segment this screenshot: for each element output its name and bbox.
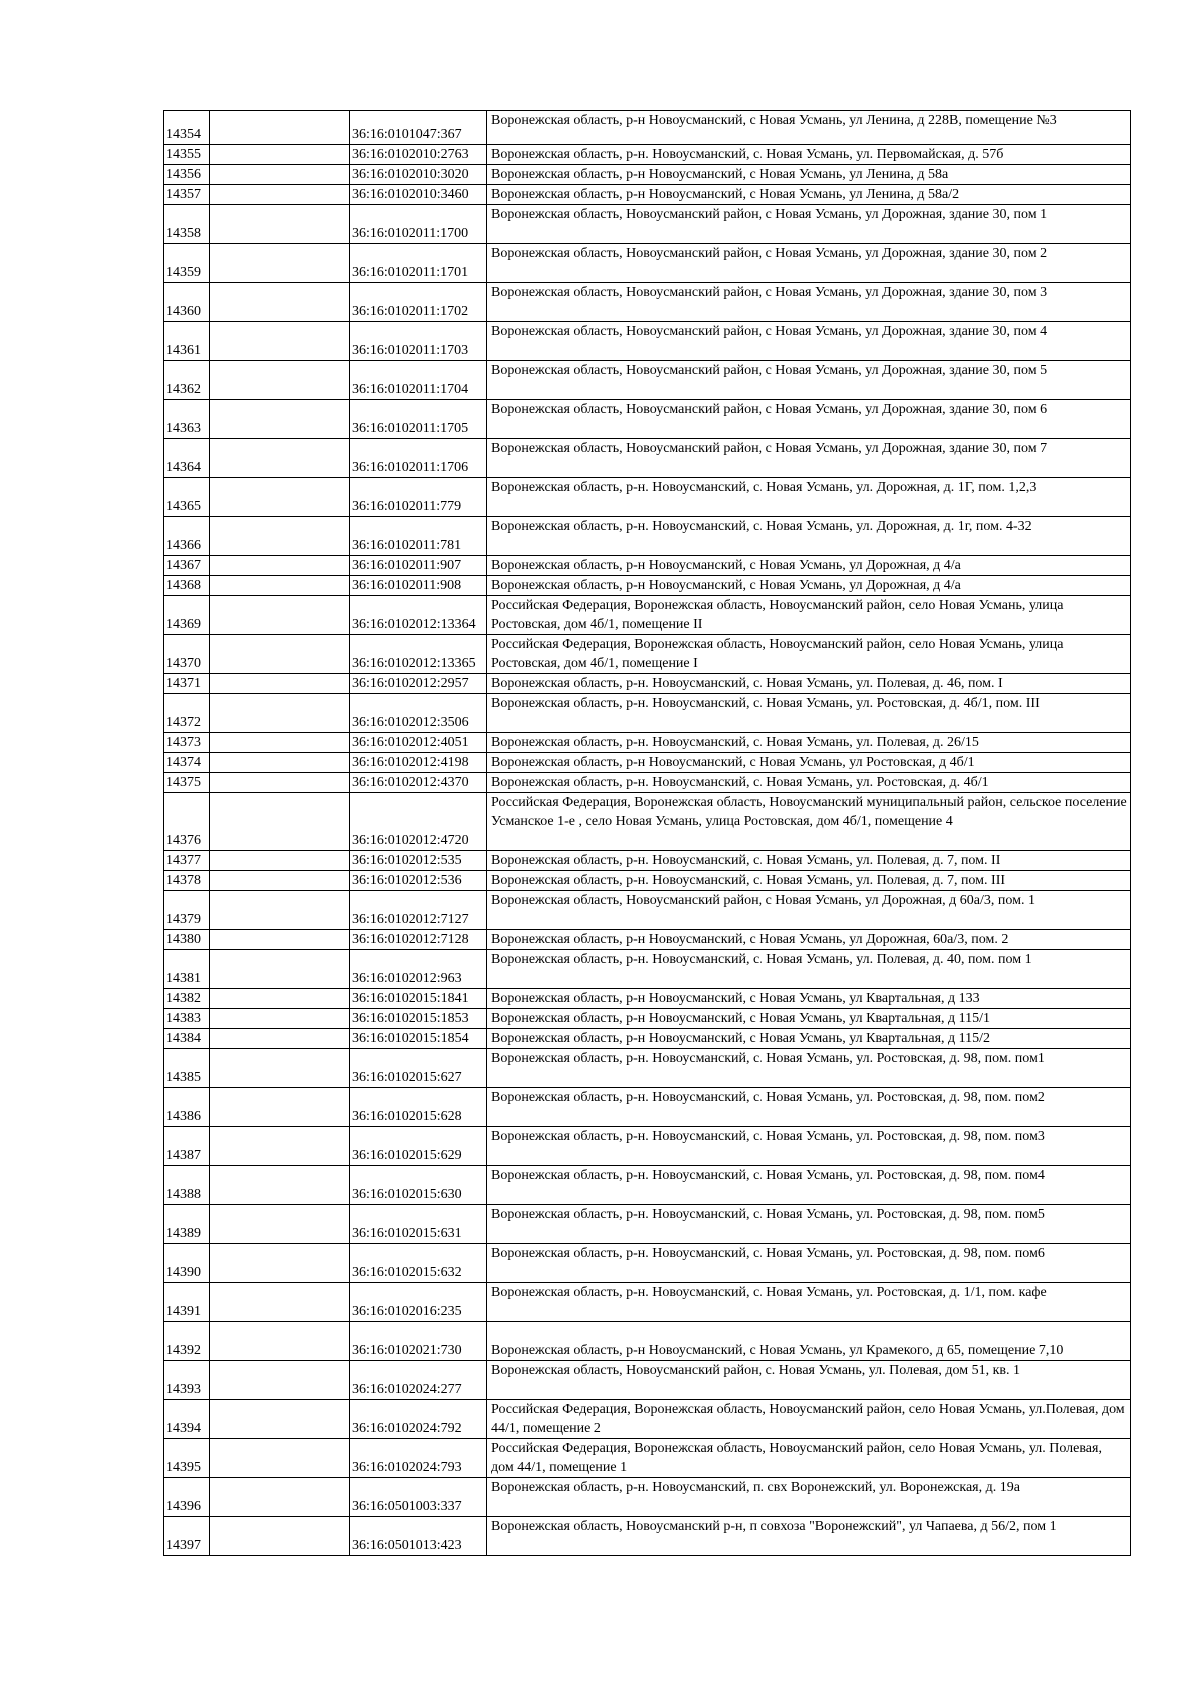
row-number-cell: 14379 (164, 891, 210, 930)
table-row (164, 1127, 1131, 1166)
row-number-cell: 14386 (164, 1088, 210, 1127)
table-row (164, 793, 1131, 851)
row-number-cell: 14391 (164, 1283, 210, 1322)
empty-cell (210, 1439, 350, 1478)
row-number-cell: 14396 (164, 1478, 210, 1517)
empty-cell (210, 111, 350, 145)
table-row (164, 694, 1131, 733)
table-row (164, 1088, 1131, 1127)
cadastral-number-cell: 36:16:0102011:1700 (350, 205, 487, 244)
address-cell: Воронежская область, р-н. Новоусманский, с. Новая Усмань, ул. Ростовская, д. 98, пом. пом1 (487, 1049, 1131, 1088)
empty-cell (210, 1009, 350, 1029)
row-number-cell: 14360 (164, 283, 210, 322)
table-row (164, 439, 1131, 478)
empty-cell (210, 596, 350, 635)
cadastral-number-cell: 36:16:0102010:2763 (350, 145, 487, 165)
cadastral-number-cell: 36:16:0102015:1853 (350, 1009, 487, 1029)
empty-cell (210, 1127, 350, 1166)
empty-cell (210, 1478, 350, 1517)
address-cell: Воронежская область, р-н. Новоусманский, с. Новая Усмань, ул. Ростовская, д. 98, пом. пом5 (487, 1205, 1131, 1244)
empty-cell (210, 1049, 350, 1088)
table-row (164, 205, 1131, 244)
empty-cell (210, 322, 350, 361)
address-cell: Российская Федерация, Воронежская область, Новоусманский район, село Новая Усмань, ул.Полевая, дом 44/1, помещение 2 (487, 1400, 1131, 1439)
empty-cell (210, 950, 350, 989)
row-number-cell: 14367 (164, 556, 210, 576)
table-row (164, 361, 1131, 400)
table-row (164, 145, 1131, 165)
empty-cell (210, 1029, 350, 1049)
empty-cell (210, 478, 350, 517)
empty-cell (210, 145, 350, 165)
table-body (164, 111, 1131, 1556)
cadastral-number-cell: 36:16:0102011:908 (350, 576, 487, 596)
cadastral-number-cell: 36:16:0102011:779 (350, 478, 487, 517)
address-cell: Воронежская область, р-н. Новоусманский, с. Новая Усмань, ул. Ростовская, д. 98, пом. пом6 (487, 1244, 1131, 1283)
address-cell: Воронежская область, р-н. Новоусманский, п. свх Воронежский, ул. Воронежская, д. 19а (487, 1478, 1131, 1517)
empty-cell (210, 1517, 350, 1556)
address-cell: Российская Федерация, Воронежская область, Новоусманский район, село Новая Усмань, ул. Полевая, дом 44/1, помещение 1 (487, 1439, 1131, 1478)
address-cell: Воронежская область, р-н Новоусманский, с Новая Усмань, ул Квартальная, д 133 (487, 989, 1131, 1009)
table-row (164, 400, 1131, 439)
empty-cell (210, 1244, 350, 1283)
cadastral-number-cell: 36:16:0102012:2957 (350, 674, 487, 694)
table-row (164, 753, 1131, 773)
row-number-cell: 14380 (164, 930, 210, 950)
table-row (164, 1322, 1131, 1361)
empty-cell (210, 205, 350, 244)
cadastral-number-cell: 36:16:0102021:730 (350, 1322, 487, 1361)
table-row (164, 635, 1131, 674)
empty-cell (210, 989, 350, 1009)
row-number-cell: 14368 (164, 576, 210, 596)
property-registry-table (163, 110, 1131, 1556)
empty-cell (210, 793, 350, 851)
table-row (164, 478, 1131, 517)
cadastral-number-cell: 36:16:0102015:1841 (350, 989, 487, 1009)
row-number-cell: 14383 (164, 1009, 210, 1029)
address-cell: Воронежская область, р-н. Новоусманский, с. Новая Усмань, ул. Полевая, д. 26/15 (487, 733, 1131, 753)
address-cell: Воронежская область, Новоусманский район, с Новая Усмань, ул Дорожная, здание 30, пом 4 (487, 322, 1131, 361)
address-cell: Воронежская область, р-н. Новоусманский, с. Новая Усмань, ул. Полевая, д. 46, пом. I (487, 674, 1131, 694)
row-number-cell: 14373 (164, 733, 210, 753)
empty-cell (210, 556, 350, 576)
empty-cell (210, 891, 350, 930)
address-cell: Воронежская область, р-н. Новоусманский, с. Новая Усмань, ул. Ростовская, д. 4б/1, пом. III (487, 694, 1131, 733)
address-cell: Воронежская область, Новоусманский район, с Новая Усмань, ул Дорожная, здание 30, пом 1 (487, 205, 1131, 244)
empty-cell (210, 930, 350, 950)
address-cell: Воронежская область, р-н. Новоусманский, с. Новая Усмань, ул. Ростовская, д. 98, пом. пом3 (487, 1127, 1131, 1166)
cadastral-number-cell: 36:16:0102012:4051 (350, 733, 487, 753)
empty-cell (210, 694, 350, 733)
table-row (164, 1244, 1131, 1283)
empty-cell (210, 517, 350, 556)
row-number-cell: 14370 (164, 635, 210, 674)
empty-cell (210, 674, 350, 694)
address-cell: Воронежская область, р-н. Новоусманский, с. Новая Усмань, ул. Полевая, д. 7, пом. II (487, 851, 1131, 871)
cadastral-number-cell: 36:16:0102012:4370 (350, 773, 487, 793)
table-row (164, 1361, 1131, 1400)
table-row (164, 517, 1131, 556)
address-cell: Воронежская область, Новоусманский район, с Новая Усмань, ул Дорожная, здание 30, пом 2 (487, 244, 1131, 283)
table-row (164, 1517, 1131, 1556)
address-cell: Воронежская область, р-н. Новоусманский, с. Новая Усмань, ул. Ростовская, д. 98, пом. пом4 (487, 1166, 1131, 1205)
empty-cell (210, 1205, 350, 1244)
table-row (164, 556, 1131, 576)
table-row (164, 1205, 1131, 1244)
empty-cell (210, 1088, 350, 1127)
address-cell: Воронежская область, р-н Новоусманский, с Новая Усмань, ул Квартальная, д 115/2 (487, 1029, 1131, 1049)
cadastral-number-cell: 36:16:0102024:792 (350, 1400, 487, 1439)
empty-cell (210, 753, 350, 773)
row-number-cell: 14364 (164, 439, 210, 478)
address-cell: Российская Федерация, Воронежская область, Новоусманский район, село Новая Усмань, улица Ростовская, дом 4б/1, помещение II (487, 596, 1131, 635)
cadastral-number-cell: 36:16:0501003:337 (350, 1478, 487, 1517)
cadastral-number-cell: 36:16:0102011:1703 (350, 322, 487, 361)
cadastral-number-cell: 36:16:0102011:1701 (350, 244, 487, 283)
address-cell: Воронежская область, р-н. Новоусманский, с. Новая Усмань, ул. Ростовская, д. 4б/1 (487, 773, 1131, 793)
table-row (164, 851, 1131, 871)
address-cell: Воронежская область, р-н Новоусманский, с Новая Усмань, ул Ленина, д 58а/2 (487, 185, 1131, 205)
row-number-cell: 14387 (164, 1127, 210, 1166)
table-row (164, 111, 1131, 145)
table-row (164, 1400, 1131, 1439)
row-number-cell: 14392 (164, 1322, 210, 1361)
empty-cell (210, 361, 350, 400)
empty-cell (210, 1283, 350, 1322)
address-cell: Воронежская область, р-н Новоусманский, с Новая Усмань, ул Дорожная, д 4/а (487, 576, 1131, 596)
address-cell: Воронежская область, р-н Новоусманский, с Новая Усмань, ул Ленина, д 228В, помещение №3 (487, 111, 1131, 145)
cadastral-number-cell: 36:16:0102011:781 (350, 517, 487, 556)
cadastral-number-cell: 36:16:0102010:3020 (350, 165, 487, 185)
table-row (164, 989, 1131, 1009)
address-cell: Воронежская область, Новоусманский р-н, п совхоза "Воронежский", ул Чапаева, д 56/2, пом 1 (487, 1517, 1131, 1556)
row-number-cell: 14358 (164, 205, 210, 244)
table-row (164, 1478, 1131, 1517)
cadastral-number-cell: 36:16:0102011:1704 (350, 361, 487, 400)
row-number-cell: 14384 (164, 1029, 210, 1049)
empty-cell (210, 283, 350, 322)
cadastral-number-cell: 36:16:0102012:3506 (350, 694, 487, 733)
address-cell: Воронежская область, р-н Новоусманский, с Новая Усмань, ул Ленина, д 58а (487, 165, 1131, 185)
row-number-cell: 14355 (164, 145, 210, 165)
cadastral-number-cell: 36:16:0102024:277 (350, 1361, 487, 1400)
address-cell: Воронежская область, р-н. Новоусманский, с. Новая Усмань, ул. Ростовская, д. 1/1, пом. кафе (487, 1283, 1131, 1322)
empty-cell (210, 733, 350, 753)
cadastral-number-cell: 36:16:0102012:4198 (350, 753, 487, 773)
empty-cell (210, 439, 350, 478)
row-number-cell: 14372 (164, 694, 210, 733)
cadastral-number-cell: 36:16:0102011:1702 (350, 283, 487, 322)
row-number-cell: 14371 (164, 674, 210, 694)
row-number-cell: 14359 (164, 244, 210, 283)
table-row (164, 1439, 1131, 1478)
cadastral-number-cell: 36:16:0102012:13365 (350, 635, 487, 674)
address-cell: Воронежская область, Новоусманский район, с Новая Усмань, ул Дорожная, здание 30, пом 5 (487, 361, 1131, 400)
row-number-cell: 14378 (164, 871, 210, 891)
address-cell: Воронежская область, Новоусманский район, с Новая Усмань, ул Дорожная, здание 30, пом 6 (487, 400, 1131, 439)
table-row (164, 1166, 1131, 1205)
row-number-cell: 14366 (164, 517, 210, 556)
address-cell: Воронежская область, р-н Новоусманский, с Новая Усмань, ул Дорожная, 60а/3, пом. 2 (487, 930, 1131, 950)
row-number-cell: 14354 (164, 111, 210, 145)
address-cell: Воронежская область, р-н Новоусманский, с Новая Усмань, ул Дорожная, д 4/а (487, 556, 1131, 576)
address-cell: Воронежская область, р-н. Новоусманский, с. Новая Усмань, ул. Дорожная, д. 1Г, пом. 1,2,3 (487, 478, 1131, 517)
address-cell: Российская Федерация, Воронежская область, Новоусманский муниципальный район, сельское поселение Усманское 1-е , село Новая Усмань, улица Ростовская, дом 4б/1, помещение 4 (487, 793, 1131, 851)
cadastral-number-cell: 36:16:0501013:423 (350, 1517, 487, 1556)
cadastral-number-cell: 36:16:0102015:1854 (350, 1029, 487, 1049)
address-cell: Воронежская область, р-н. Новоусманский, с. Новая Усмань, ул. Полевая, д. 7, пом. III (487, 871, 1131, 891)
cadastral-number-cell: 36:16:0102011:1706 (350, 439, 487, 478)
empty-cell (210, 185, 350, 205)
table-row (164, 283, 1131, 322)
table-row (164, 950, 1131, 989)
address-cell: Воронежская область, Новоусманский район, с. Новая Усмань, ул. Полевая, дом 51, кв. 1 (487, 1361, 1131, 1400)
table-row (164, 596, 1131, 635)
cadastral-number-cell: 36:16:0101047:367 (350, 111, 487, 145)
address-cell: Воронежская область, р-н Новоусманский, с Новая Усмань, ул Ростовская, д 4б/1 (487, 753, 1131, 773)
table-row (164, 871, 1131, 891)
row-number-cell: 14388 (164, 1166, 210, 1205)
empty-cell (210, 851, 350, 871)
row-number-cell: 14377 (164, 851, 210, 871)
cadastral-number-cell: 36:16:0102011:1705 (350, 400, 487, 439)
cadastral-number-cell: 36:16:0102012:963 (350, 950, 487, 989)
cadastral-number-cell: 36:16:0102010:3460 (350, 185, 487, 205)
table-row (164, 674, 1131, 694)
cadastral-number-cell: 36:16:0102015:630 (350, 1166, 487, 1205)
cadastral-number-cell: 36:16:0102016:235 (350, 1283, 487, 1322)
row-number-cell: 14376 (164, 793, 210, 851)
address-cell: Воронежская область, р-н. Новоусманский, с. Новая Усмань, ул. Дорожная, д. 1г, пом. 4-32 (487, 517, 1131, 556)
row-number-cell: 14362 (164, 361, 210, 400)
cadastral-number-cell: 36:16:0102015:632 (350, 1244, 487, 1283)
cadastral-number-cell: 36:16:0102015:627 (350, 1049, 487, 1088)
table-row (164, 165, 1131, 185)
row-number-cell: 14357 (164, 185, 210, 205)
cadastral-number-cell: 36:16:0102012:4720 (350, 793, 487, 851)
row-number-cell: 14394 (164, 1400, 210, 1439)
address-cell: Российская Федерация, Воронежская область, Новоусманский район, село Новая Усмань, улица Ростовская, дом 4б/1, помещение I (487, 635, 1131, 674)
empty-cell (210, 1361, 350, 1400)
table-row (164, 891, 1131, 930)
row-number-cell: 14369 (164, 596, 210, 635)
row-number-cell: 14365 (164, 478, 210, 517)
row-number-cell: 14382 (164, 989, 210, 1009)
table-row (164, 773, 1131, 793)
table-row (164, 930, 1131, 950)
table-row (164, 244, 1131, 283)
empty-cell (210, 244, 350, 283)
empty-cell (210, 773, 350, 793)
row-number-cell: 14363 (164, 400, 210, 439)
cadastral-number-cell: 36:16:0102011:907 (350, 556, 487, 576)
table-row (164, 733, 1131, 753)
address-cell: Воронежская область, р-н Новоусманский, с Новая Усмань, ул Квартальная, д 115/1 (487, 1009, 1131, 1029)
cadastral-number-cell: 36:16:0102015:628 (350, 1088, 487, 1127)
address-cell: Воронежская область, р-н Новоусманский, с Новая Усмань, ул Крамекого, д 65, помещение 7,10 (487, 1322, 1131, 1361)
row-number-cell: 14361 (164, 322, 210, 361)
row-number-cell: 14385 (164, 1049, 210, 1088)
empty-cell (210, 1400, 350, 1439)
cadastral-number-cell: 36:16:0102012:536 (350, 871, 487, 891)
empty-cell (210, 165, 350, 185)
cadastral-number-cell: 36:16:0102012:7127 (350, 891, 487, 930)
empty-cell (210, 871, 350, 891)
row-number-cell: 14381 (164, 950, 210, 989)
row-number-cell: 14356 (164, 165, 210, 185)
cadastral-number-cell: 36:16:0102015:631 (350, 1205, 487, 1244)
table-row (164, 322, 1131, 361)
empty-cell (210, 400, 350, 439)
cadastral-number-cell: 36:16:0102012:535 (350, 851, 487, 871)
row-number-cell: 14390 (164, 1244, 210, 1283)
table-row (164, 185, 1131, 205)
table-row (164, 1009, 1131, 1029)
row-number-cell: 14397 (164, 1517, 210, 1556)
empty-cell (210, 1166, 350, 1205)
row-number-cell: 14375 (164, 773, 210, 793)
cadastral-number-cell: 36:16:0102024:793 (350, 1439, 487, 1478)
address-cell: Воронежская область, р-н. Новоусманский, с. Новая Усмань, ул. Первомайская, д. 57б (487, 145, 1131, 165)
address-cell: Воронежская область, Новоусманский район, с Новая Усмань, ул Дорожная, здание 30, пом 7 (487, 439, 1131, 478)
row-number-cell: 14389 (164, 1205, 210, 1244)
cadastral-number-cell: 36:16:0102012:7128 (350, 930, 487, 950)
empty-cell (210, 1322, 350, 1361)
table-row (164, 576, 1131, 596)
table-row (164, 1283, 1131, 1322)
row-number-cell: 14374 (164, 753, 210, 773)
address-cell: Воронежская область, р-н. Новоусманский, с. Новая Усмань, ул. Ростовская, д. 98, пом. пом2 (487, 1088, 1131, 1127)
cadastral-number-cell: 36:16:0102015:629 (350, 1127, 487, 1166)
address-cell: Воронежская область, Новоусманский район, с Новая Усмань, ул Дорожная, здание 30, пом 3 (487, 283, 1131, 322)
row-number-cell: 14393 (164, 1361, 210, 1400)
table-row (164, 1029, 1131, 1049)
address-cell: Воронежская область, р-н. Новоусманский, с. Новая Усмань, ул. Полевая, д. 40, пом. пом 1 (487, 950, 1131, 989)
table-row (164, 1049, 1131, 1088)
empty-cell (210, 576, 350, 596)
empty-cell (210, 635, 350, 674)
address-cell: Воронежская область, Новоусманский район, с Новая Усмань, ул Дорожная, д 60а/3, пом. 1 (487, 891, 1131, 930)
cadastral-number-cell: 36:16:0102012:13364 (350, 596, 487, 635)
row-number-cell: 14395 (164, 1439, 210, 1478)
